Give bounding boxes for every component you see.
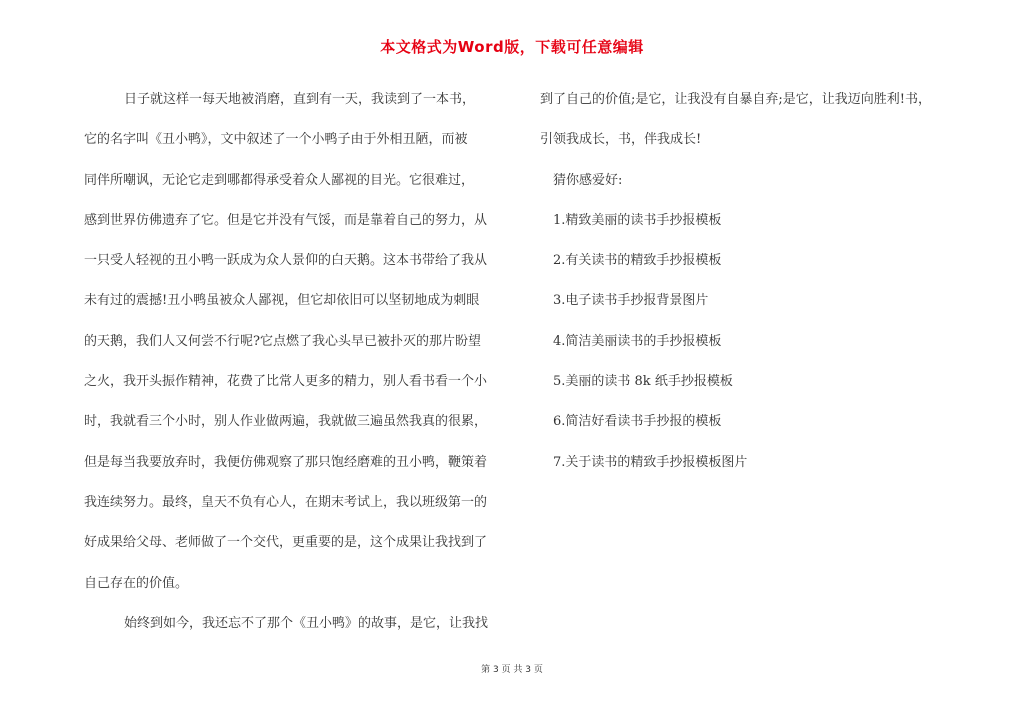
paragraph-line: 的天鹅，我们人又何尝不行呢?它点燃了我心头早已被扑灭的那片盼望 bbox=[84, 333, 481, 349]
paragraph-line: 到了自己的价值;是它，让我没有自暴自弃;是它，让我迈向胜利!书， bbox=[540, 92, 931, 107]
paragraph-line: 引领我成长，书，伴我成长! bbox=[540, 132, 702, 148]
paragraph-line: 时，我就看三个小时，别人作业做两遍，我就做三遍虽然我真的很累， bbox=[84, 414, 488, 430]
recommendation-link[interactable]: 7.关于读书的精致手抄报模板图片 bbox=[553, 454, 748, 470]
recommendation-link[interactable]: 4.简洁美丽读书的手抄报模板 bbox=[553, 333, 722, 349]
paragraph-line: 同伴所嘲讽，无论它走到哪都得承受着众人鄙视的目光。它很难过， bbox=[84, 172, 475, 188]
recommendation-link[interactable]: 2.有关读书的精致手抄报模板 bbox=[553, 253, 722, 269]
paragraph-line: 我连续努力。最终，皇天不负有心人，在期末考试上，我以班级第一的 bbox=[84, 494, 488, 510]
paragraph-line: 感到世界仿佛遗弃了它。但是它并没有气馁，而是靠着自己的努力，从 bbox=[84, 212, 488, 228]
right-text-column bbox=[540, 80, 980, 483]
paragraph-line: 一只受人轻视的丑小鸭一跃成为众人景仰的白天鹅。这本书带给了我从 bbox=[84, 253, 488, 269]
paragraph-line: 始终到如今，我还忘不了那个《丑小鸭》的故事，是它，让我找 bbox=[124, 615, 489, 631]
page-number-footer: 第 3 页 共 3 页 bbox=[481, 665, 543, 675]
paragraph-line: 它的名字叫《丑小鸭》，文中叙述了一个小鸭子由于外相丑陋，而被 bbox=[84, 132, 468, 148]
paragraph-line: 之火，我开头振作精神，花费了比常人更多的精力，别人看书看一个小 bbox=[84, 374, 488, 390]
recommend-label: 猜你感爱好: bbox=[553, 172, 623, 188]
recommendation-link[interactable]: 6.简洁好看读书手抄报的模板 bbox=[553, 414, 722, 430]
paragraph-line: 但是每当我要放弃时，我便仿佛观察了那只饱经磨难的丑小鸭，鞭策着 bbox=[84, 454, 488, 470]
recommendation-link[interactable]: 5.美丽的读书 8k 纸手抄报模板 bbox=[553, 374, 733, 390]
document-header-title: 本文格式为Word版，下载可任意编辑 bbox=[380, 38, 644, 56]
recommendation-link[interactable]: 3.电子读书手抄报背景图片 bbox=[553, 293, 709, 309]
paragraph-line: 未有过的震撼!丑小鸭虽被众人鄙视，但它却依旧可以坚韧地成为刺眼 bbox=[84, 293, 480, 309]
paragraph-line: 好成果给父母、老师做了一个交代，更重要的是，这个成果让我找到了 bbox=[84, 535, 488, 551]
paragraph-line: 日子就这样一每天地被消磨，直到有一天，我读到了一本书， bbox=[124, 92, 476, 107]
recommendation-link[interactable]: 1.精致美丽的读书手抄报模板 bbox=[553, 212, 722, 228]
paragraph-line: 自己存在的价值。 bbox=[84, 575, 189, 591]
left-text-column bbox=[84, 80, 509, 644]
